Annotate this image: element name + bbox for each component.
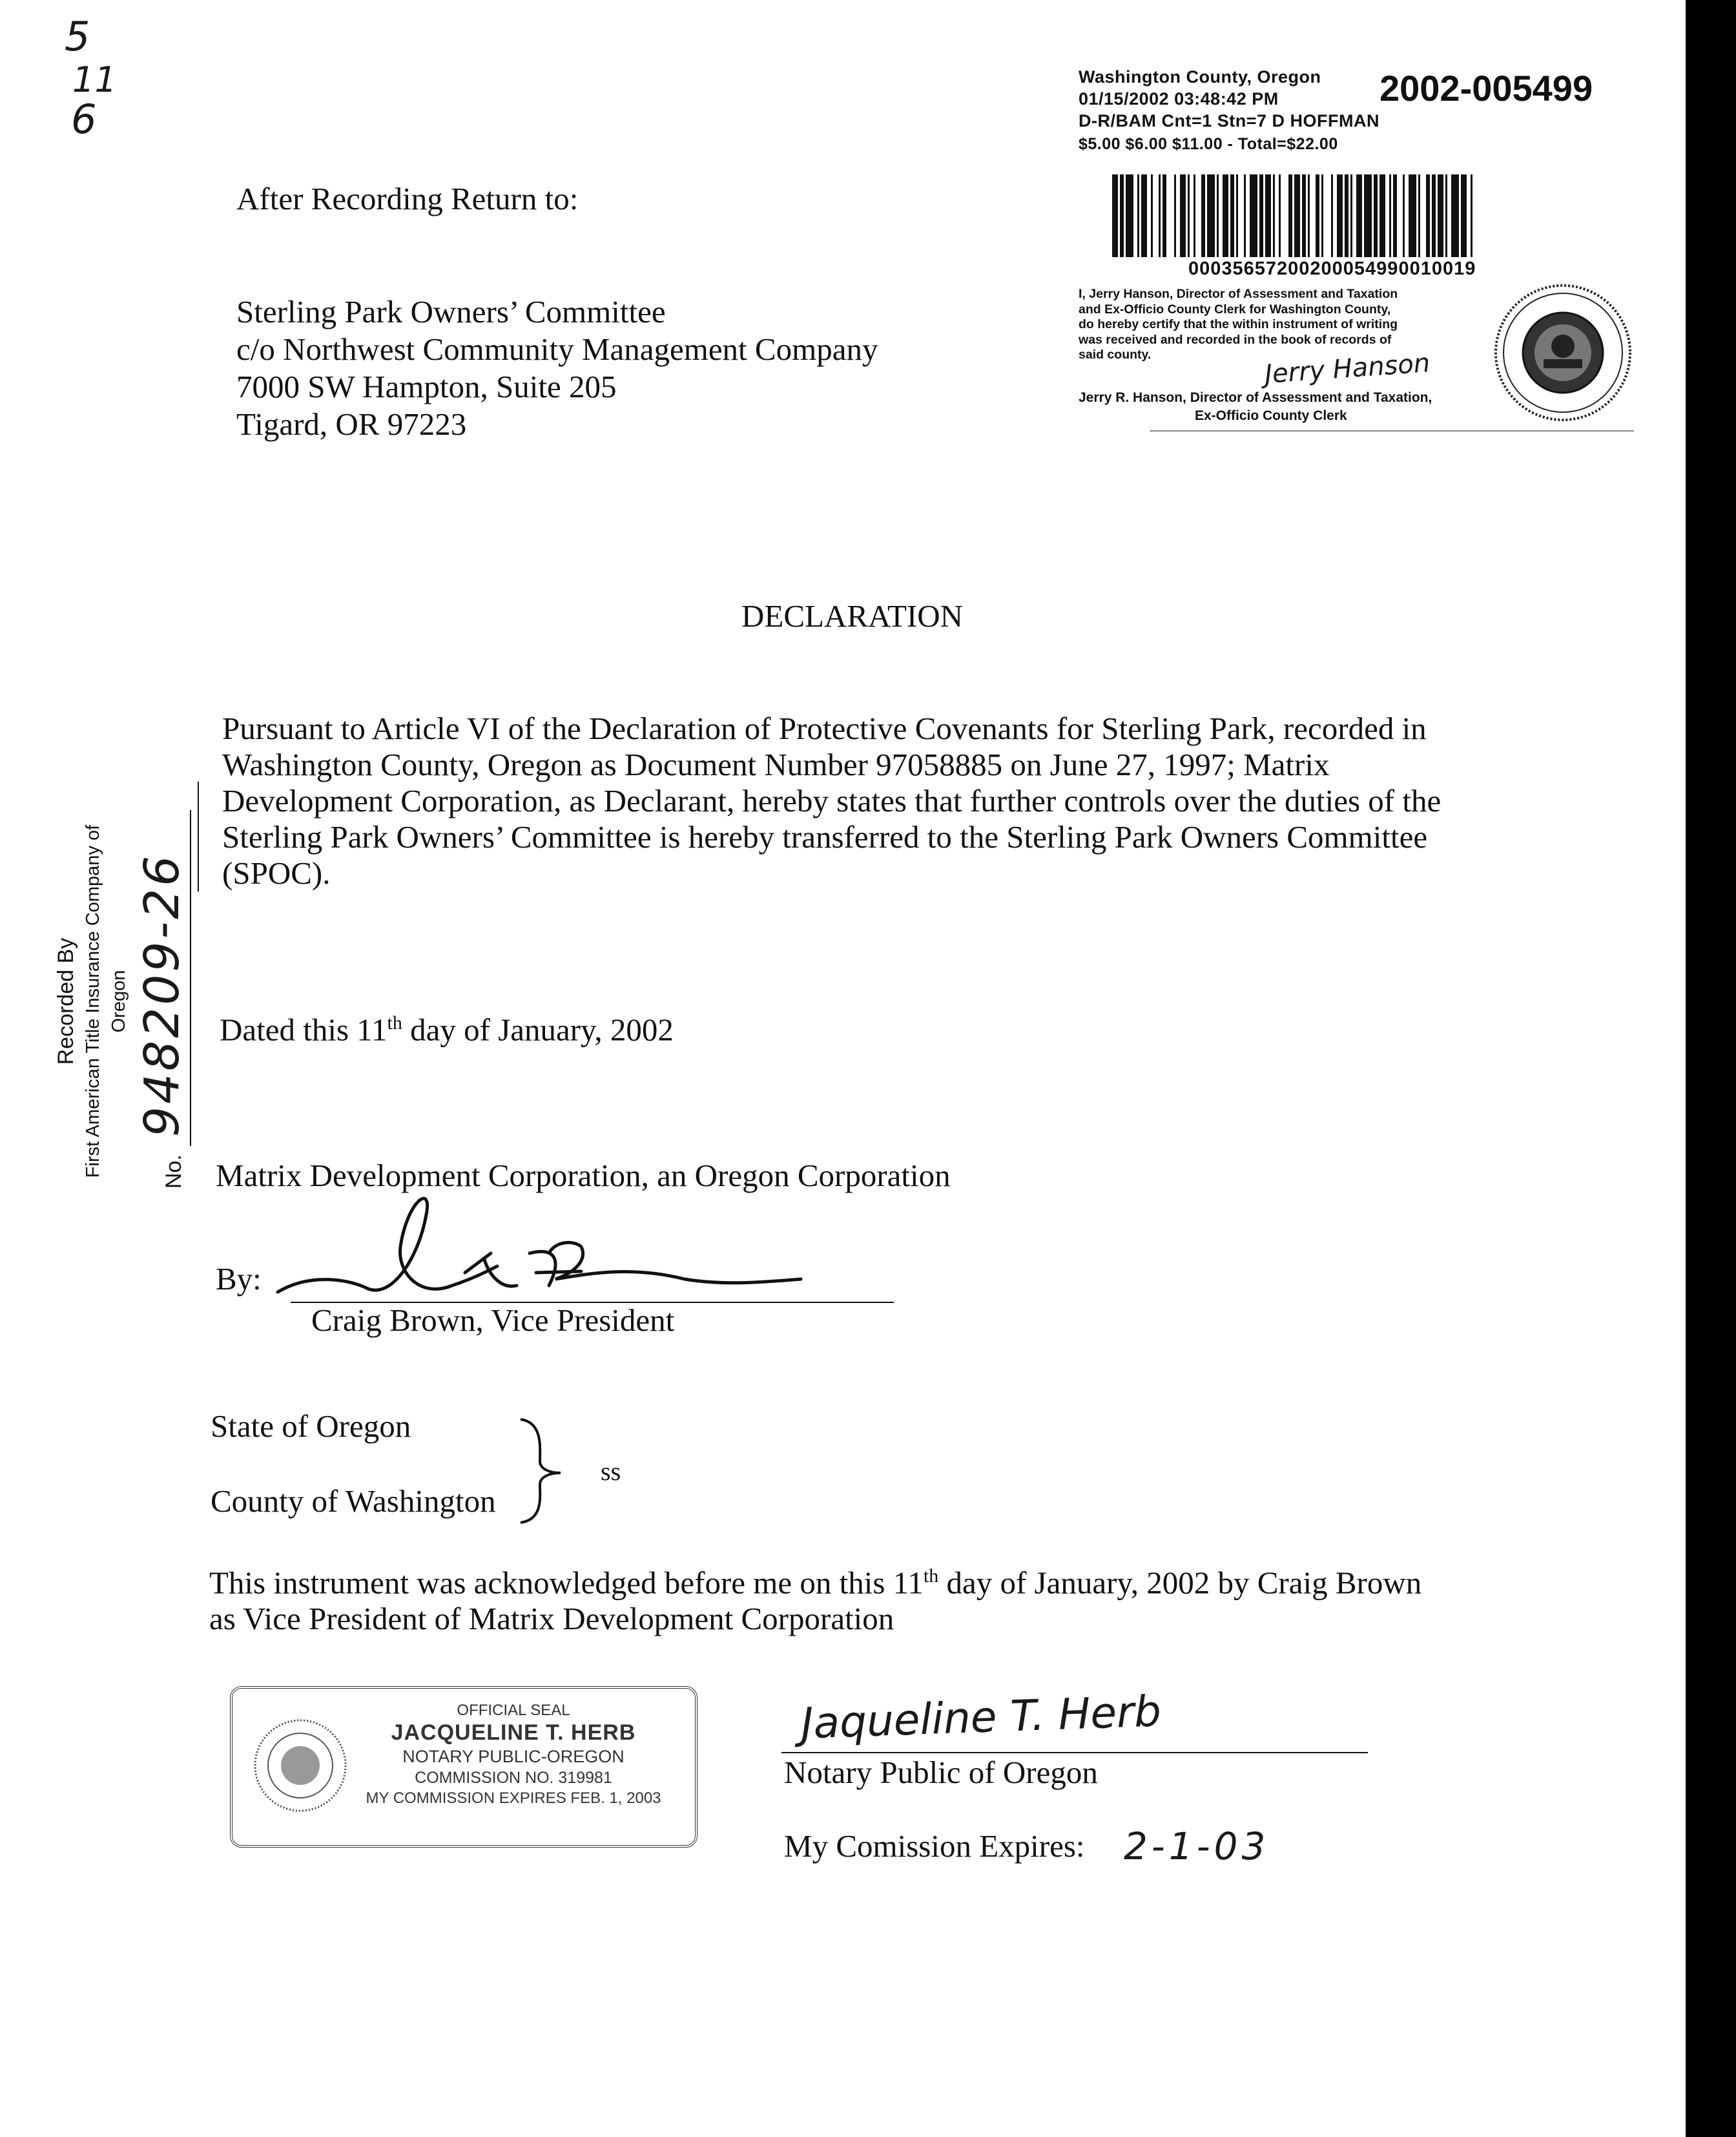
recording-county: Washington County, Oregon (1079, 67, 1321, 87)
recorded-by-label: Recorded By (54, 937, 78, 1065)
recorded-by-number-row (132, 795, 203, 1208)
recording-codes: D-R/BAM Cnt=1 Stn=7 D HOFFMAN (1079, 111, 1380, 130)
clerk-title-line: Ex-Officio County Clerk (1195, 408, 1347, 423)
return-heading: After Recording Return to: (236, 181, 579, 216)
margin-mark-middle: 11 (72, 59, 117, 100)
signer-signature (271, 1176, 814, 1318)
venue-ss: ss (601, 1457, 621, 1486)
cert-line-2: and Ex-Officio County Clerk for Washington County, (1079, 302, 1391, 317)
state-seal-icon (252, 1717, 349, 1814)
dated-prefix: Dated this 11 (220, 1012, 388, 1048)
margin-mark-bottom: 6 (71, 96, 97, 143)
notary-seal-text (342, 1702, 685, 1809)
dated-line (220, 1005, 674, 1048)
county-seal-icon (1492, 282, 1634, 424)
cert-line-3: do hereby certify that the within instrument of writing (1079, 317, 1398, 331)
recorded-by-number: 948209-26 (134, 853, 190, 1137)
ack-sup: th (923, 1565, 939, 1587)
seal-line-3: NOTARY PUBLIC-OREGON (402, 1747, 625, 1766)
page-title: DECLARATION (741, 598, 963, 634)
clerk-signature: Jerry Hanson (1263, 348, 1431, 390)
return-address (236, 293, 878, 443)
body-line-1: Pursuant to Article VI of the Declaration of Protective Covenants for Sterling Park, recorded in (222, 711, 1427, 746)
recording-timestamp: 01/15/2002 03:48:42 PM (1079, 89, 1279, 109)
notary-expires-label: My Comission Expires: (784, 1828, 1085, 1864)
seal-line-4: COMMISSION NO. 319981 (415, 1769, 612, 1787)
return-line-4: Tigard, OR 97223 (236, 406, 467, 442)
body-line-5: (SPOC). (222, 855, 331, 891)
notary-title: Notary Public of Oregon (784, 1755, 1098, 1790)
body-line-2: Washington County, Oregon as Document Number 97058885 on June 27, 1997; Matrix (222, 747, 1330, 782)
ack-prefix: This instrument was acknowledged before me on this 11 (209, 1565, 924, 1601)
return-line-3: 7000 SW Hampton, Suite 205 (236, 369, 617, 404)
recording-doc-number: 2002-005499 (1380, 68, 1593, 109)
recording-fees: $5.00 $6.00 $11.00 - Total=$22.00 (1079, 135, 1338, 153)
dated-sup: th (387, 1012, 402, 1034)
venue-state: State of Oregon (211, 1408, 411, 1444)
barcode-number: 00035657200200054990010019 (1188, 258, 1476, 279)
recorded-by-stamp (52, 795, 271, 1208)
recording-barcode (1112, 174, 1590, 260)
seal-line-1: OFFICIAL SEAL (457, 1702, 570, 1719)
recording-underline (1150, 430, 1634, 432)
notary-seal-stamp (230, 1686, 698, 1848)
ack-line-2: as Vice President of Matrix Development Corporation (209, 1601, 894, 1637)
venue-county: County of Washington (211, 1483, 496, 1519)
declaration-paragraph (222, 711, 1514, 891)
clerk-certification (1079, 287, 1492, 363)
recorded-by-no-label: No. (161, 1154, 186, 1189)
cert-line-5: said county. (1079, 348, 1152, 362)
brace-icon (514, 1416, 566, 1526)
body-line-3: Development Corporation, as Declarant, hereby states that further controls over the duties of the (222, 783, 1442, 818)
cert-line-1: I, Jerry Hanson, Director of Assessment and Taxation (1079, 287, 1398, 301)
cert-line-4: was received and recorded in the book of records of (1079, 332, 1392, 347)
ack-line-1 (209, 1558, 1566, 1601)
ack-suffix: day of January, 2002 by Craig Brown (938, 1565, 1422, 1601)
return-line-1: Sterling Park Owners’ Committee (236, 294, 666, 329)
seal-line-5: MY COMMISSION EXPIRES FEB. 1, 2003 (366, 1789, 661, 1807)
notary-signature: Jaqueline T. Herb (800, 1686, 1162, 1749)
acknowledgement (209, 1558, 1566, 1637)
signer-company: Matrix Development Corporation, an Oregon Corporation (216, 1158, 951, 1193)
notary-expires-value: 2-1-03 (1124, 1824, 1270, 1868)
margin-mark-top: 5 (65, 13, 90, 60)
body-line-4: Sterling Park Owners’ Committee is hereby transferred to the Sterling Park Owners Committee (222, 819, 1428, 855)
seal-line-2: JACQUELINE T. HERB (391, 1720, 636, 1745)
return-line-2: c/o Northwest Community Management Company (236, 331, 878, 367)
clerk-name-line: Jerry R. Hanson, Director of Assessment and Taxation, (1079, 390, 1432, 405)
dated-suffix: day of January, 2002 (402, 1012, 674, 1048)
notary-signature-line (781, 1752, 1368, 1753)
by-label: By: (216, 1261, 262, 1297)
recorded-by-company: First American Title Insurance Company of Oregon (83, 824, 129, 1178)
signer-name: Craig Brown, Vice President (311, 1302, 675, 1338)
